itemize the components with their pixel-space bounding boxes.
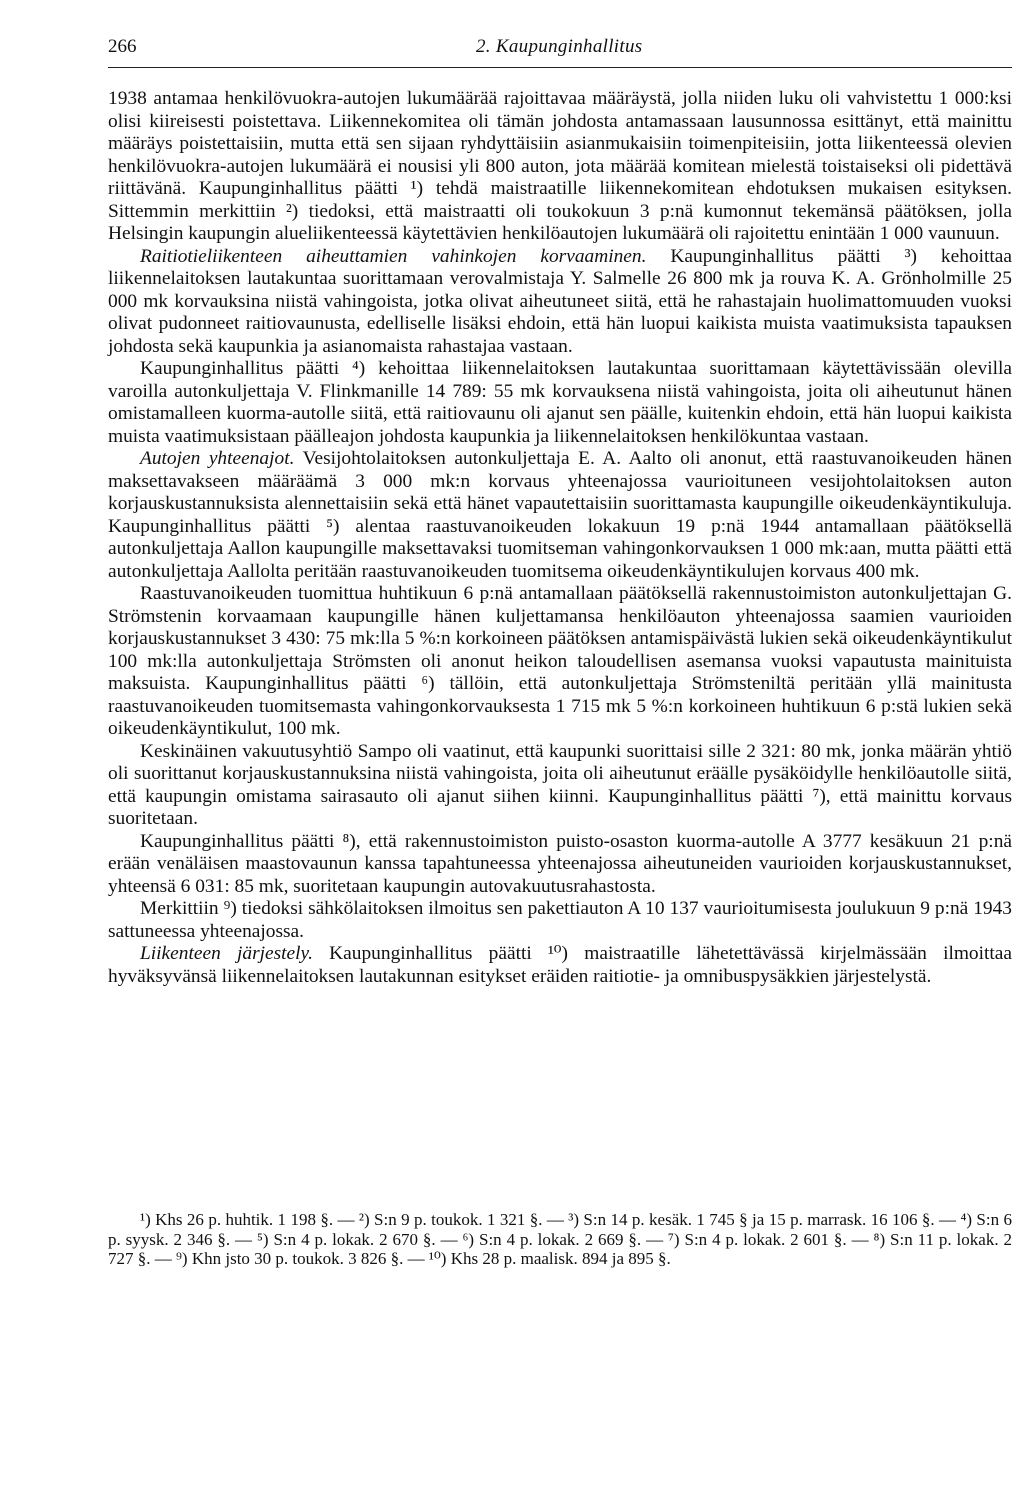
header-rule xyxy=(108,67,1012,68)
paragraph: Keskinäinen vakuutusyhtiö Sampo oli vaatinut, että kaupunki suorittaisi sille 2 321: 80 mk, jonka määrän yhtiö oli suorittanut korjauskustannuksina niistä vahingoista, joita oli aiheutunut eräälle pysäköidylle henkilöautolle siitä, että kaupungin omistama sairasauto oli ajanut siihen kiinni. Kaupunginhallitus päätti ⁷), että mainittu korvaus suoritetaan. xyxy=(108,740,1012,829)
paragraph: Merkittiin ⁹) tiedoksi sähkölaitoksen ilmoitus sen pakettiauton A 10 137 vaurioitumisesta joulukuun 9 p:nä 1943 sattuneessa yhteenajossa. xyxy=(108,898,1012,942)
footnotes xyxy=(108,1210,1012,1269)
document-page xyxy=(108,30,1012,1268)
paragraph: Kaupunginhallitus päätti ⁴) kehoittaa liikennelaitoksen lautakuntaa suorittamaan käytettävissään olevilla varoilla autonkuljettaja V. Flinkmanille 14 789: 55 mk korvauksena niistä vahingoista, joita oli aiheutunut hänen omistamalleen kuorma-autolle siitä, että raitiovaunu oli ajanut sen päälle, kuitenkin ehdoin, että hän luopui kaikista muista vaatimuksistaan päälleajon johdosta kaupunkia ja liikennelaitoksen henkilökuntaa vastaan. xyxy=(108,358,1012,447)
paragraph: Raitiotieliikenteen aiheuttamien vahinkojen korvaaminen. Kaupunginhallitus päätti ³) kehoittaa liikennelaitoksen lautakuntaa suorittamaan verovalmistaja Y. Salmelle 26 800 mk ja rouva K. A. Grönholmille 25 000 mk korvauksina niistä vahingoista, jotka olivat aiheutuneet siitä, että he rahastajain huolimattomuuden vuoksi olivat pudonneet raitiovaunusta, edelliselle lisäksi ehdoin, että hän luopui kaikista muista vaatimuksista tapauksen johdosta sekä kaupunkia ja asianomaista rahastajaa vastaan. xyxy=(108,245,1012,357)
body-text xyxy=(108,88,1012,988)
running-title: 2. Kaupunginhallitus xyxy=(476,36,643,57)
page-header xyxy=(108,30,1012,64)
section-heading: Liikenteen järjestely. xyxy=(140,943,313,964)
page-number: 266 xyxy=(108,36,137,57)
section-heading: Raitiotieliikenteen aiheuttamien vahinkojen korvaaminen. xyxy=(140,245,647,267)
paragraph: Raastuvanoikeuden tuomittua huhtikuun 6 p:nä antamallaan päätöksellä rakennustoimiston autonkuljettajan G. Strömstenin korvaamaan kaupungille hänen kuljettamansa henkilöauton yhteenajossa saamien vaurioiden korjauskustannukset 3 430: 75 mk:lla 5 %:n korkoineen päätöksen antamispäivästä lukien sekä oikeudenkäyntikulut 100 mk:lla autonkuljettaja Strömsten oli anonut heikon taloudellisen asemansa vuoksi vapautusta mainituista maksuista. Kaupunginhallitus päätti ⁶) tällöin, että autonkuljettaja Strömsteniltä peritään yllä mainitusta raastuvanoikeuden tuomitsemasta vahingonkorvauksesta 1 715 mk 5 %:n korkoineen huhtikuun 6 p:stä lukien sekä oikeudenkäyntikulut, 100 mk. xyxy=(108,583,1012,739)
paragraph: Autojen yhteenajot. Vesijohtolaitoksen autonkuljettaja E. A. Aalto oli anonut, että raastuvanoikeuden hänen maksettavakseen määräämä 3 000 mk:n korvaus yhteenajossa vaurioituneen vesijohtolaitoksen auton korjauskustannuksista alennettaisiin sekä että hänet vapautettaisiin suorittamasta kaupungille oikeudenkäyntikuluja. Kaupunginhallitus päätti ⁵) alentaa raastuvanoikeuden lokakuun 19 p:nä 1944 antamallaan päätöksellä autonkuljettaja Aallon kaupungille maksettavaksi tuomitseman vahingonkorvauksen 1 000 mk:aan, mutta päätti että autonkuljettaja Aallolta peritään raastuvanoikeuden tuomitsema oikeudenkäyntikulujen korvaus 400 mk. xyxy=(108,448,1012,582)
section-heading: Autojen yhteenajot. xyxy=(140,448,295,469)
paragraph: Kaupunginhallitus päätti ⁸), että rakennustoimiston puisto-osaston kuorma-autolle A 3777 kesäkuun 21 p:nä erään venäläisen maastovaunun kanssa tapahtuneessa yhteenajossa aiheutuneiden vaurioiden korjauskustannukset, yhteensä 6 031: 85 mk, suoritetaan kaupungin autovakuutusrahastosta. xyxy=(108,830,1012,897)
paragraph: Liikenteen järjestely. Kaupunginhallitus päätti ¹⁰) maistraatille lähetettävässä kirjelmässään ilmoittaa hyväksyvänsä liikennelaitoksen lautakunnan esitykset eräiden raitiotie- ja omnibuspysäkkien järjestelystä. xyxy=(108,943,1012,987)
paragraph: 1938 antamaa henkilövuokra-autojen lukumäärää rajoittavaa määräystä, jolla niiden luku oli vahvistettu 1 000:ksi olisi kiireisesti poistettava. Liikennekomitea oli tämän johdosta antamassaan lausunnossa esittänyt, että mainittu määräys poistettaisiin, mutta että sen sijaan ryhdyttäisiin asianmukaisiin toimenpiteisiin, jotta liikenteessä olevien henkilövuokra-autojen lukumäärä ei nousisi yli 800 auton, jota määrää komitean mielestä toistaiseksi oli pidettävä riittävänä. Kaupunginhallitus päätti ¹) tehdä maistraatille liikennekomitean ehdotuksen mukaisen esityksen. Sittemmin merkittiin ²) tiedoksi, että maistraatti oli toukokuun 3 p:nä kumonnut tekemänsä päätöksen, jolla Helsingin kaupungin alueliikenteessä käytettävien henkilöautojen lukumäärä oli rajoitettu enintään 1 000 vaunuun. xyxy=(108,88,1012,244)
footnote-text: ¹) Khs 26 p. huhtik. 1 198 §. — ²) S:n 9 p. toukok. 1 321 §. — ³) S:n 14 p. kesäk. 1 745 § ja 15 p. marrask. 16 106 §. — ⁴) S:n 6 p. syysk. 2 346 §. — ⁵) S:n 4 p. lokak. 2 670 §. — ⁶) S:n 4 p. lokak. 2 669 §. — ⁷) S:n 4 p. lokak. 2 601 §. — ⁸) S:n 11 p. lokak. 2 727 §. — ⁹) Khn jsto 30 p. toukok. 3 826 §. — ¹⁰) Khs 28 p. maalisk. 894 ja 895 §. xyxy=(108,1210,1012,1268)
